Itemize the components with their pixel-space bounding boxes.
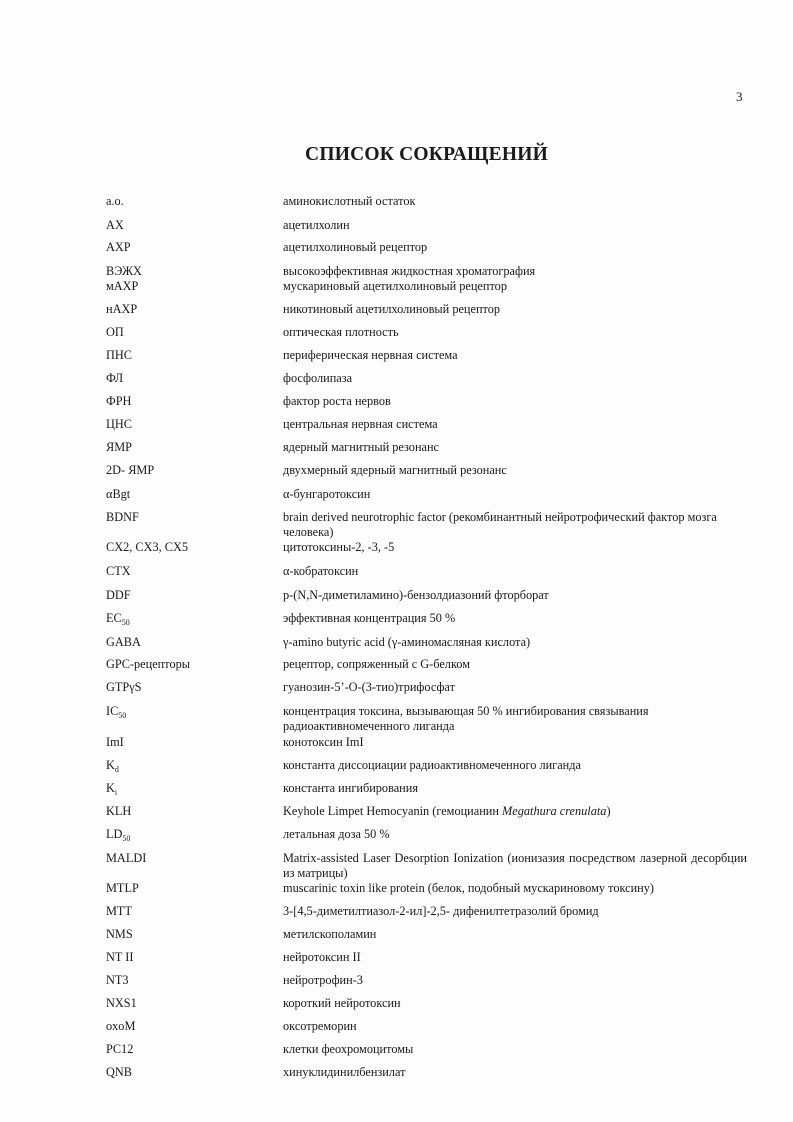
page-number: 3 [736, 89, 743, 104]
abbreviation-term: $K_d$ [106, 758, 119, 774]
abbreviation-description: аминокислотный остаток [283, 194, 416, 208]
abbreviation-description: ацетилхолиновый рецептор [283, 240, 428, 254]
abbreviation-description: метилскополамин [283, 927, 377, 941]
abbreviation-description: оксотреморин [283, 1019, 357, 1033]
abbreviation-term: oxoM [106, 1019, 136, 1033]
abbreviation-term: ОП [106, 325, 124, 339]
abbreviation-term: QNB [106, 1065, 132, 1079]
abbreviation-description: конотоксин ImI [283, 735, 364, 749]
abbreviation-description: гуанозин-5’-O-(3-тио)трифосфат [283, 680, 455, 694]
abbreviation-term: 2D- ЯМР [106, 463, 155, 477]
abbreviation-description: фактор роста нервов [283, 394, 391, 408]
abbreviation-term: ФРН [106, 394, 132, 408]
abbreviation-description: центральная нервная система [283, 417, 438, 431]
abbreviation-term: αBgt [106, 487, 131, 501]
abbreviation-term: ЦНС [106, 417, 132, 431]
abbreviation-description: летальная доза 50 % [283, 827, 390, 841]
abbreviation-term: CTX [106, 564, 131, 578]
abbreviation-description: нейротоксин II [283, 950, 361, 964]
abbreviation-term: ФЛ [106, 371, 124, 385]
abbreviation-term: ВЭЖХ [106, 264, 142, 278]
abbreviation-description: muscarinic toxin like protein (белок, подобный мускариновому токсину) [283, 881, 655, 895]
abbreviation-term: DDF [106, 588, 131, 602]
abbreviation-term: ImI [106, 735, 124, 749]
abbreviation-term: ЯМР [106, 440, 132, 454]
abbreviation-term: GPC-рецепторы [106, 657, 191, 671]
abbreviation-description: p-(N,N-диметиламино)-бензолдиазоний фторборат [283, 588, 549, 602]
abbreviation-term: BDNF [106, 510, 139, 524]
abbreviation-term: нАХР [106, 302, 138, 316]
abbreviation-term: ПНС [106, 348, 132, 362]
abbreviation-description: brain derived neurotrophic factor (рекомбинантный нейротрофический фактор мозга человека) [283, 510, 717, 539]
abbreviation-term: NMS [106, 927, 133, 941]
abbreviation-term: АХ [106, 218, 124, 232]
page-title: СПИСОК СОКРАЩЕНИЙ [305, 144, 548, 165]
abbreviation-term: MTT [106, 904, 132, 918]
abbreviation-term: NT3 [106, 973, 129, 987]
abbreviation-term: GTPγS [106, 680, 142, 694]
abbreviation-description: константа ингибирования [283, 781, 418, 795]
abbreviation-description: константа диссоциации радиоактивномеченного лиганда [283, 758, 581, 772]
abbreviation-term: NT II [106, 950, 134, 964]
abbreviation-term: $IC_{50}$ [106, 704, 127, 720]
abbreviation-term: MTLP [106, 881, 139, 895]
abbreviation-description: α-кобратоксин [283, 564, 359, 578]
abbreviation-description: хинуклидинилбензилат [283, 1065, 406, 1079]
abbreviation-description: клетки феохромоцитомы [283, 1042, 414, 1056]
abbreviation-description: ядерный магнитный резонанс [283, 440, 440, 454]
abbreviation-description: γ-amino butyric acid (γ-аминомасляная кислота) [283, 635, 531, 649]
abbreviation-term: MALDI [106, 851, 147, 865]
abbreviation-description: периферическая нервная система [283, 348, 458, 362]
abbreviation-description: Keyhole Limpet Hemocyanin (гемоцианин Megathura crenulata) [283, 804, 611, 818]
abbreviation-term: GABA [106, 635, 141, 649]
abbreviation-description: Matrix-assisted Laser Desorption Ionization (ионизазия посредством лазерной десорбции из матрицы) [283, 851, 747, 880]
abbreviation-term: мАХР [106, 279, 139, 293]
abbreviation-term: $EC_{50}$ [106, 611, 130, 627]
abbreviation-description: рецептор, сопряженный с G-белком [283, 657, 470, 671]
abbreviation-description: фосфолипаза [283, 371, 353, 385]
abbreviation-description: нейротрофин-3 [283, 973, 363, 987]
abbreviation-description: концентрация токсина, вызывающая 50 % ингибирования связывания радиоактивномеченного лиганда [283, 704, 649, 733]
abbreviation-description: никотиновый ацетилхолиновый рецептор [283, 302, 501, 316]
abbreviation-term: CX2, CX3, CX5 [106, 540, 188, 554]
abbreviation-term: PC12 [106, 1042, 134, 1056]
abbreviation-description: мускариновый ацетилхолиновый рецептор [283, 279, 507, 293]
abbreviation-description: цитотоксины-2, -3, -5 [283, 540, 395, 554]
abbreviation-term: KLH [106, 804, 132, 818]
abbreviation-description: короткий нейротоксин [283, 996, 401, 1010]
abbreviation-description: ацетилхолин [283, 218, 350, 232]
abbreviation-description: оптическая плотность [283, 325, 399, 339]
abbreviation-description: эффективная концентрация 50 % [283, 611, 456, 625]
abbreviation-description: двухмерный ядерный магнитный резонанс [283, 463, 507, 477]
abbreviation-term: $K_i$ [106, 781, 118, 797]
abbreviation-term: $LD_{50}$ [106, 827, 131, 843]
abbreviation-description: α-бунгаротоксин [283, 487, 371, 501]
abbreviation-description: 3-[4,5-диметилтиазол-2-ил]-2,5- дифенилтетразолий бромид [283, 904, 599, 918]
abbreviation-term: NXS1 [106, 996, 137, 1010]
abbreviation-description: высокоэффективная жидкостная хроматография [283, 264, 536, 278]
abbreviation-term: АХР [106, 240, 131, 254]
abbreviation-term: а.о. [106, 194, 124, 208]
